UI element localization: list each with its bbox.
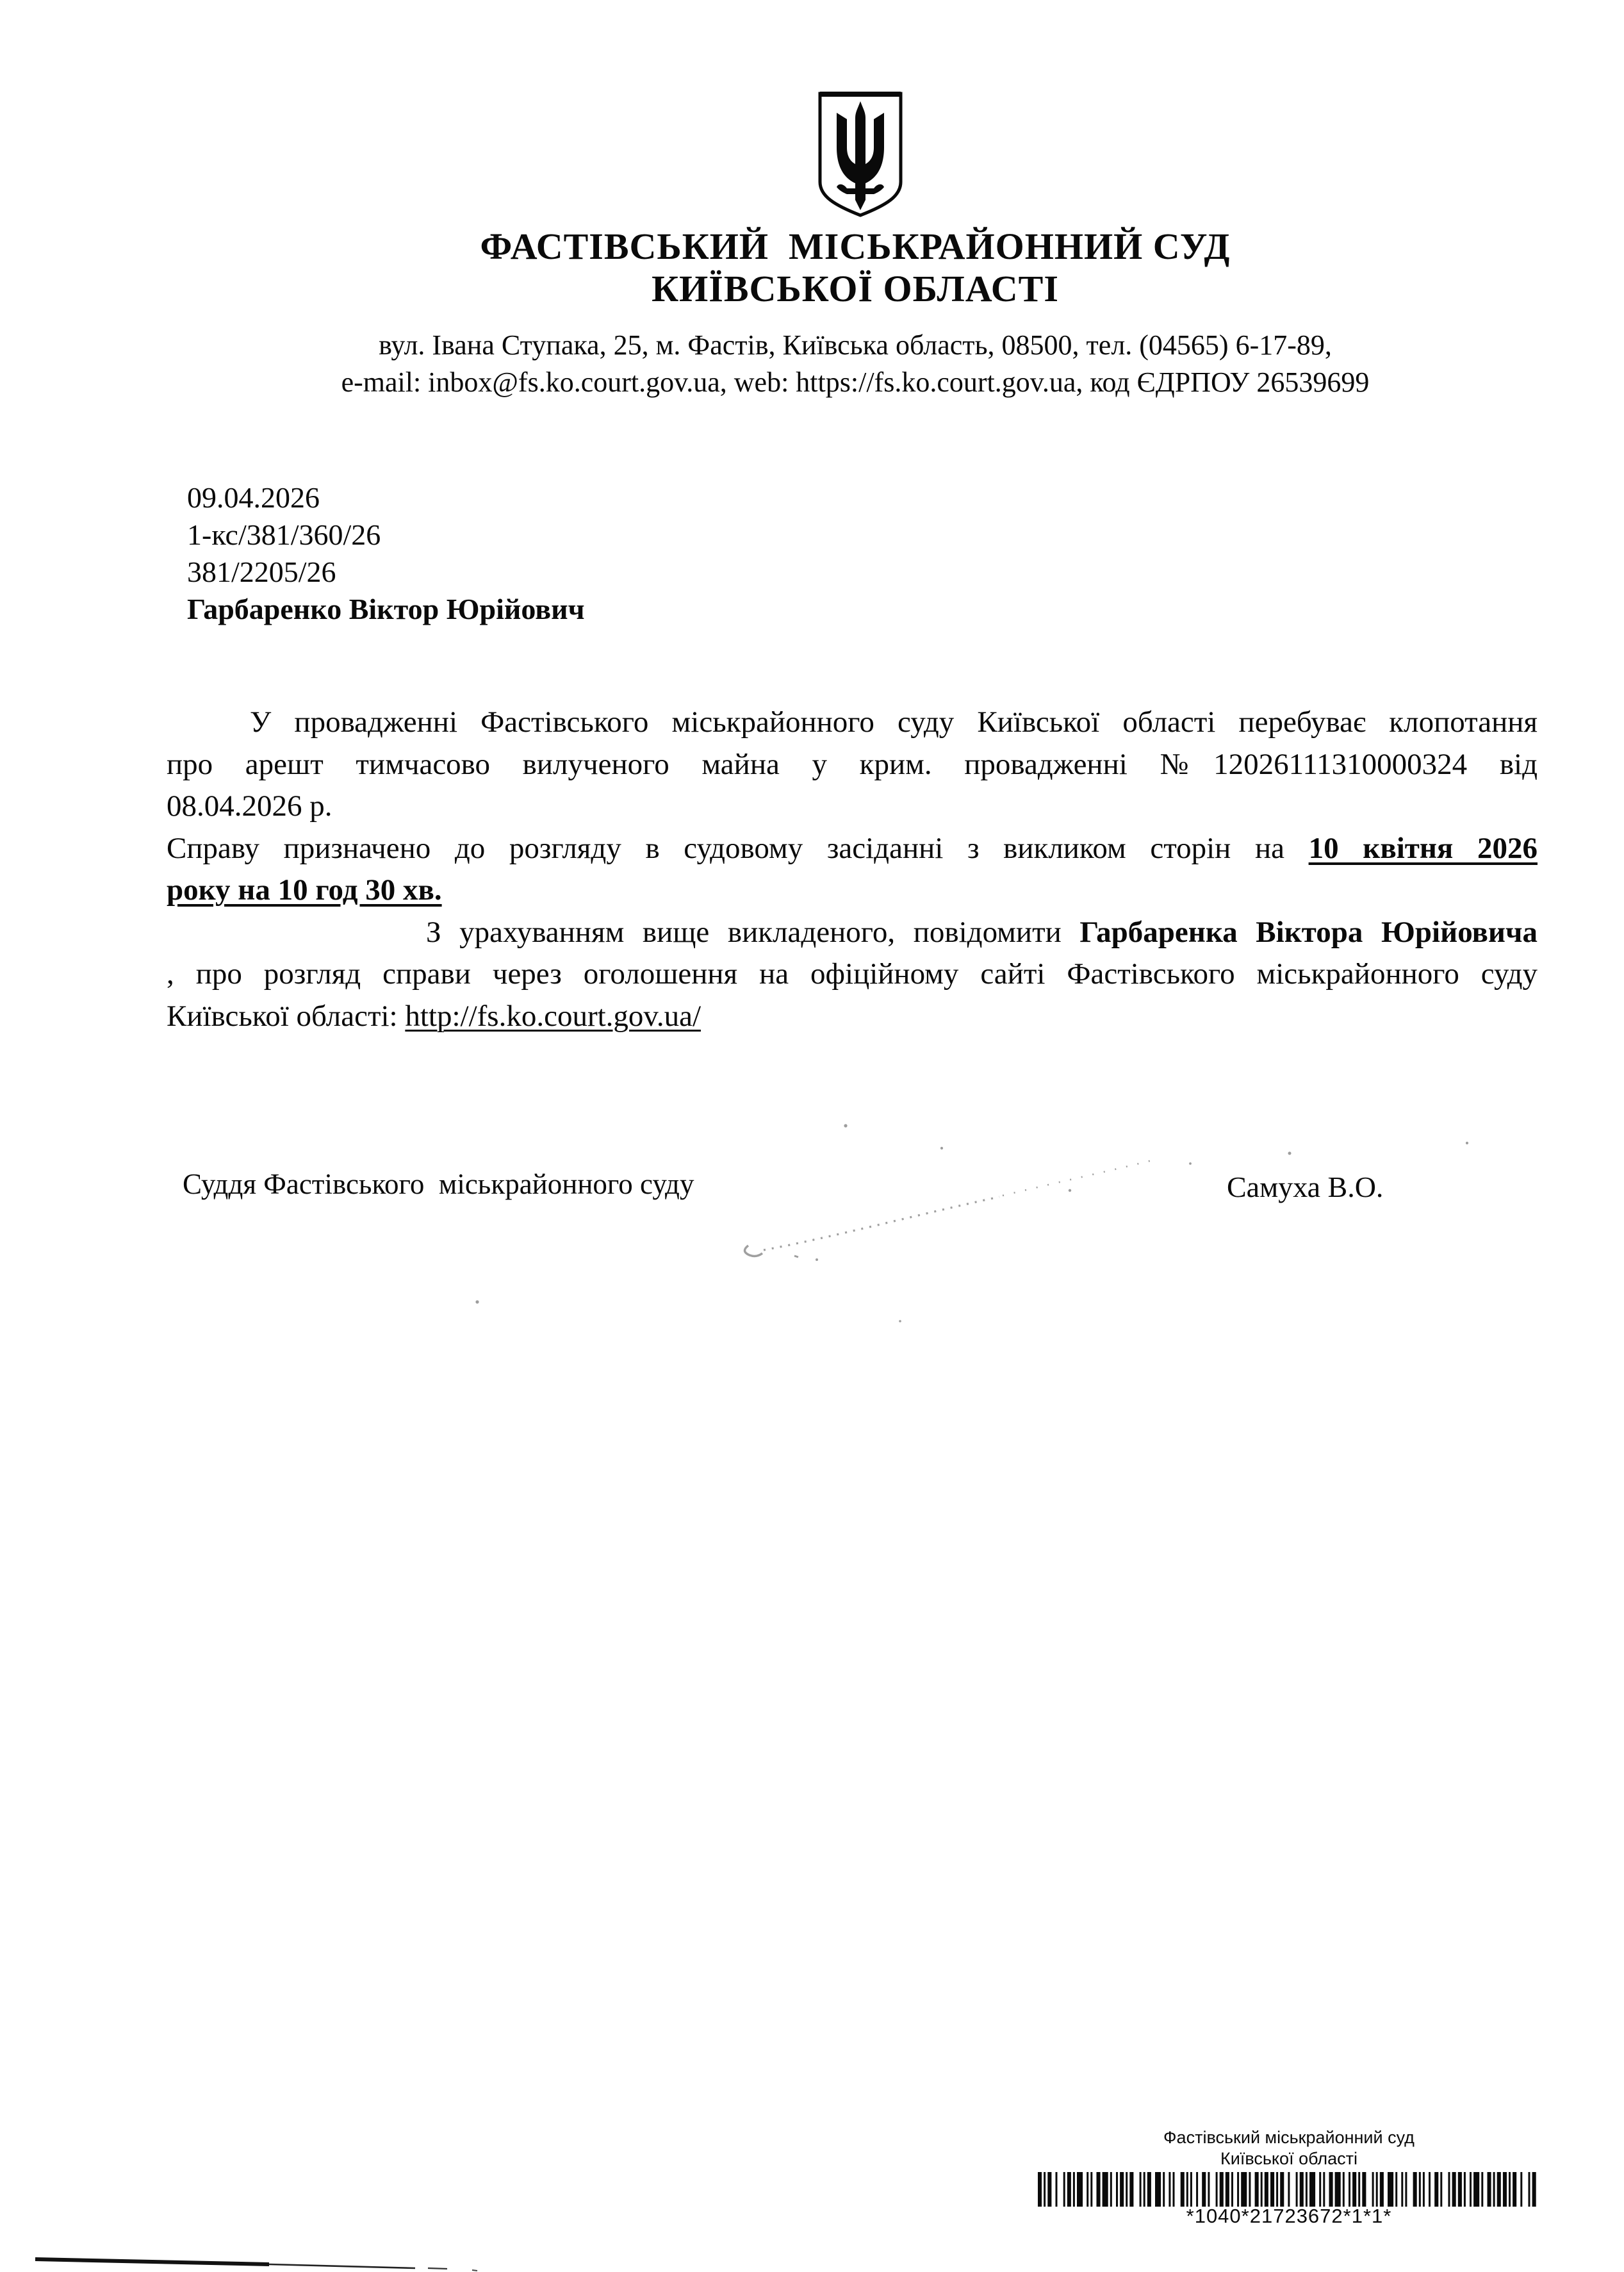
paragraph1-line2: про арешт тимчасово вилученого майна у крим. провадженні №12026111310000324 від bbox=[167, 747, 1538, 781]
paragraph3-line1 bbox=[167, 912, 1538, 954]
court-name-line1: ФАСТІВСЬКИЙ МІСЬКРАЙОННИЙ СУД bbox=[480, 226, 1231, 267]
stamp-court-region: Київської області bbox=[1220, 2149, 1357, 2168]
region-label: Київської області: bbox=[167, 999, 406, 1033]
court-name-line2: КИЇВСЬКОЇ ОБЛАСТІ bbox=[652, 268, 1059, 309]
letterhead bbox=[77, 226, 1624, 401]
addressee-name: Гарбаренко Віктор Юрійович bbox=[187, 593, 585, 625]
reference-block bbox=[187, 479, 585, 628]
paragraph3-line2: , про розгляд справи через оголошення на офіційному сайті Фастівського міськрайонного суду bbox=[167, 957, 1538, 991]
hearing-sentence: Справу призначено до розгляду в судовому засіданні з викликом сторін на bbox=[167, 831, 1309, 865]
letter-date: 09.04.2026 bbox=[187, 481, 320, 514]
court-contacts: e-mail: inbox@fs.ko.court.gov.ua, web: https://fs.ko.court.gov.ua, код ЄДРПОУ 26539699 bbox=[341, 366, 1370, 398]
proceeding-number: 381/2205/26 bbox=[187, 556, 336, 588]
hearing-time: року на 10 год 30 хв. bbox=[167, 873, 442, 907]
handwritten-signature-scribble bbox=[744, 1160, 1154, 1257]
paragraph3-line3 bbox=[167, 996, 1538, 1038]
court-website-link[interactable]: http://fs.ko.court.gov.ua/ bbox=[405, 999, 701, 1033]
paragraph1-line1: У провадженні Фастівського міськрайонного суду Київської області перебуває клопотання bbox=[250, 705, 1538, 739]
case-number: 1-кс/381/360/26 bbox=[187, 518, 381, 551]
barcode-number: *1040*21723672*1*1* bbox=[1186, 2205, 1392, 2227]
registration-stamp bbox=[1033, 2127, 1545, 2227]
notified-person-name: Гарбаренка Віктора Юрійовича bbox=[1079, 915, 1538, 949]
scan-specks bbox=[475, 1124, 1468, 1322]
judge-name: Самуха В.О. bbox=[1227, 1171, 1384, 1203]
hearing-date: 10 квітня 2026 bbox=[1308, 831, 1538, 865]
paragraph2-line2 bbox=[167, 869, 1538, 912]
court-address: вул. Івана Ступака, 25, м. Фастів, Київська область, 08500, тел. (04565) 6-17-89, bbox=[379, 329, 1332, 361]
notify-sentence: З урахуванням вище викладеного, повідомити bbox=[426, 915, 1080, 949]
paragraph1-line3: 08.04.2026 р. bbox=[167, 789, 332, 823]
ukraine-trident-emblem-icon bbox=[815, 88, 906, 220]
bottom-edge-smudge bbox=[35, 2259, 477, 2271]
paragraph2-line1 bbox=[167, 828, 1538, 870]
letter-body bbox=[167, 702, 1538, 1037]
stamp-court-name: Фастівський міськрайонний суд bbox=[1163, 2128, 1415, 2147]
barcode-icon bbox=[1033, 2172, 1545, 2207]
judge-role-label: Суддя Фастівського міськрайонного суду bbox=[183, 1168, 694, 1200]
